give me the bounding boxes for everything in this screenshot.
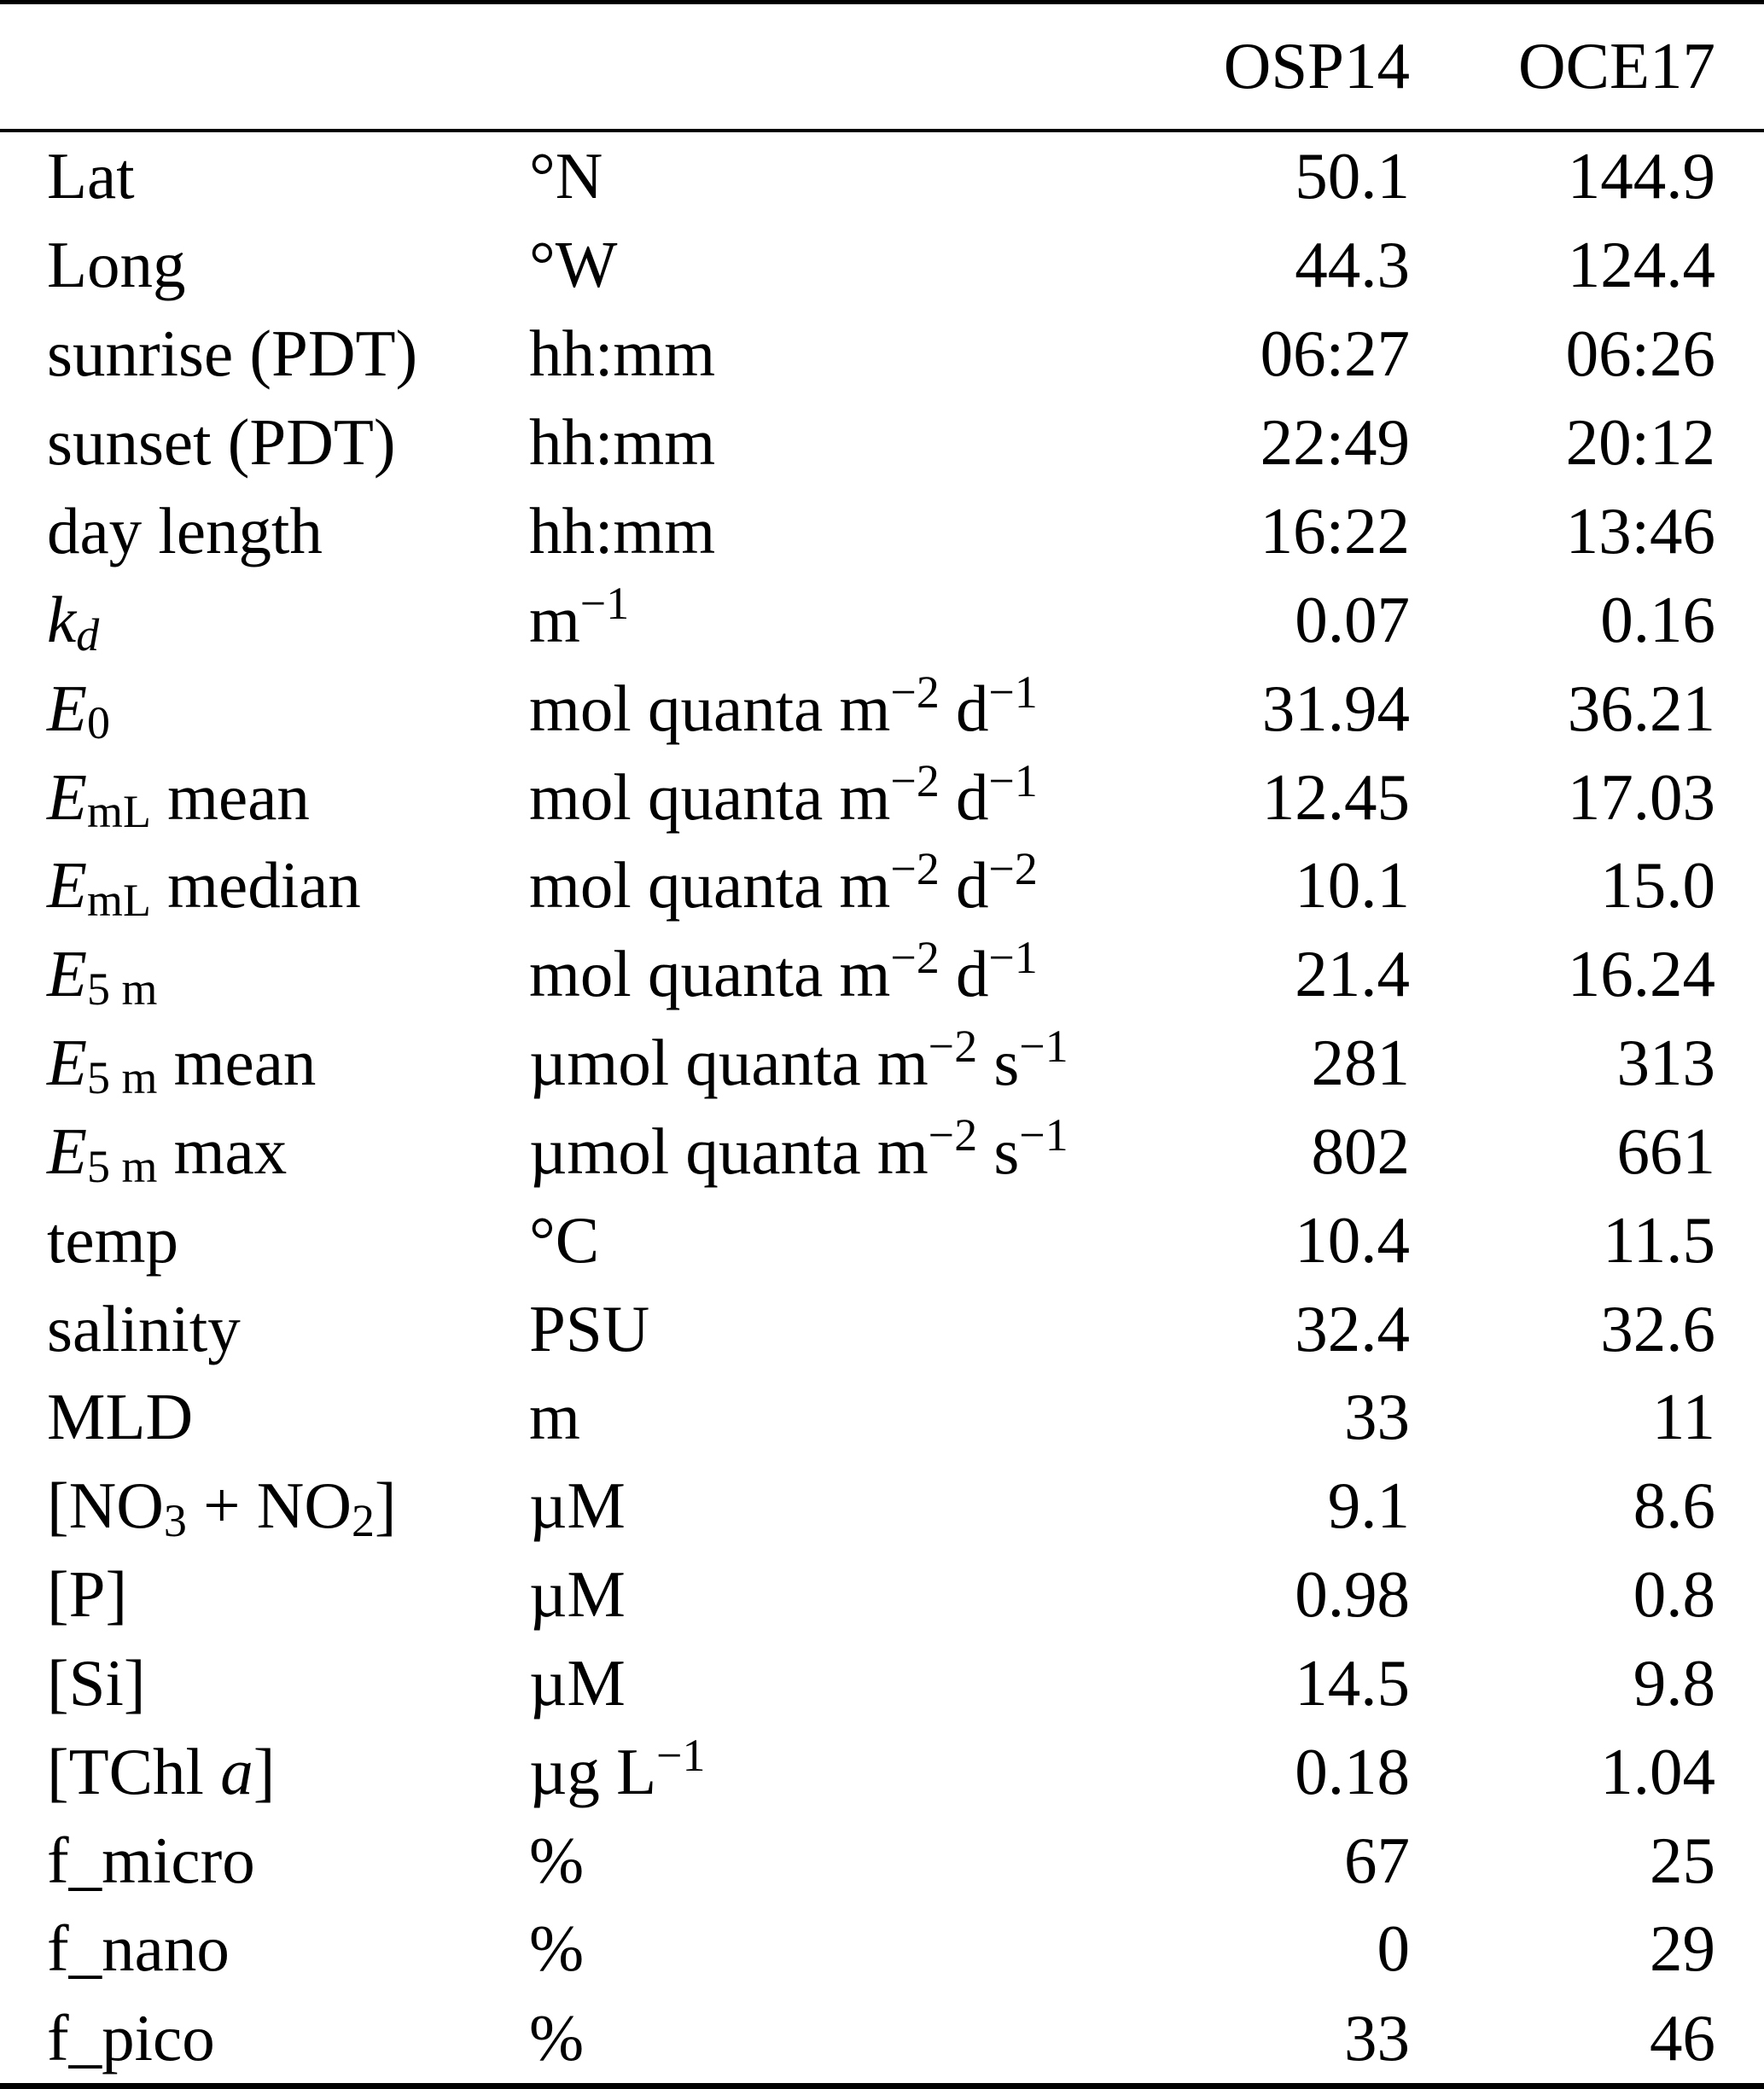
oce17-value-cell: 124.4: [1567, 228, 1715, 302]
table-row: [0, 399, 1764, 487]
table-row: [0, 930, 1764, 1019]
unit-cell: %: [529, 2000, 585, 2074]
osp14-value-cell: 33: [1344, 2000, 1410, 2074]
oce17-value-cell: 8.6: [1633, 1469, 1715, 1543]
parameter-cell: Lat: [47, 139, 135, 213]
oce17-value-cell: 11: [1651, 1380, 1715, 1454]
parameter-cell: [TChl a]: [47, 1734, 276, 1808]
unit-cell: °C: [529, 1202, 600, 1277]
osp14-value-cell: 802: [1311, 1114, 1410, 1188]
table-row: [0, 1019, 1764, 1108]
osp14-value-cell: 50.1: [1295, 139, 1410, 213]
osp14-value-cell: 22:49: [1260, 405, 1410, 480]
parameter-cell: [NO3 + NO2]: [47, 1469, 397, 1546]
unit-cell: hh:mm: [529, 317, 716, 391]
unit-cell: µM: [529, 1469, 626, 1543]
header-oce17: OCE17: [1518, 29, 1715, 103]
osp14-value-cell: 281: [1311, 1026, 1410, 1100]
header-parameter-column: [0, 3, 529, 131]
osp14-value-cell: 16:22: [1260, 493, 1410, 567]
table-row: [0, 310, 1764, 399]
unit-cell: %: [529, 1823, 585, 1897]
oce17-value-cell: 15.0: [1600, 848, 1715, 922]
parameter-cell: E5 m mean: [47, 1026, 317, 1103]
osp14-value-cell: 44.3: [1295, 228, 1410, 302]
unit-cell: mol quanta $m^{-2}$ $d^{-1}$: [529, 932, 1038, 1011]
osp14-value-cell: 33: [1344, 1380, 1410, 1454]
oce17-value-cell: 46: [1650, 2000, 1715, 2074]
oce17-value-cell: 06:26: [1565, 317, 1715, 391]
osp14-value-cell: 32.4: [1295, 1291, 1410, 1365]
unit-cell: µmol quanta $m^{-2}$ $s^{-1}$: [529, 1109, 1068, 1188]
table-row: [0, 1727, 1764, 1816]
table-row: [0, 1639, 1764, 1728]
parameter-cell: f_nano: [47, 1912, 230, 1986]
parameter-cell: sunset (PDT): [47, 405, 396, 480]
unit-cell: mol quanta $m^{-2}$ $d^{-1}$: [529, 754, 1038, 834]
parameter-cell: Long: [47, 228, 186, 302]
oce17-value-cell: 11.5: [1603, 1202, 1715, 1277]
oce17-value-cell: 661: [1616, 1114, 1715, 1188]
osp14-value-cell: 10.1: [1295, 848, 1410, 922]
table-row: [0, 1462, 1764, 1551]
table-row: [0, 487, 1764, 576]
table-row: [0, 1551, 1764, 1639]
unit-cell: m: [529, 1380, 580, 1454]
unit-cell: µmol quanta $m^{-2}$ $s^{-1}$: [529, 1021, 1068, 1100]
header-unit-column: [529, 3, 1127, 131]
unit-cell: $m^{-1}$: [529, 577, 630, 656]
oce17-value-cell: 0.8: [1633, 1557, 1715, 1632]
table-row: [0, 221, 1764, 310]
oce17-value-cell: 29: [1650, 1912, 1715, 1986]
oce17-value-cell: 17.03: [1567, 759, 1715, 834]
unit-cell: mol quanta $m^{-2}$ $d^{-2}$: [529, 843, 1038, 922]
unit-cell: °W: [529, 228, 618, 302]
osp14-value-cell: 31.94: [1261, 671, 1410, 745]
table-row: [0, 753, 1764, 841]
table-row: [0, 1373, 1764, 1462]
osp14-value-cell: 67: [1344, 1823, 1410, 1897]
oce17-value-cell: 32.6: [1600, 1291, 1715, 1365]
parameter-cell: f_pico: [47, 2000, 215, 2074]
unit-cell: °N: [529, 139, 603, 213]
parameter-cell: EmL median: [47, 848, 361, 927]
parameter-cell: temp: [47, 1202, 178, 1277]
parameter-cell: E5 m: [47, 937, 158, 1015]
parameter-cell: MLD: [47, 1380, 194, 1454]
table-row: [0, 1816, 1764, 1905]
table-header: [0, 3, 1764, 131]
oce17-value-cell: 313: [1616, 1026, 1715, 1100]
oce17-value-cell: 20:12: [1565, 405, 1715, 480]
oce17-value-cell: 13:46: [1565, 493, 1715, 567]
table-body: [0, 131, 1764, 2086]
osp14-value-cell: 12.45: [1261, 759, 1410, 834]
parameter-cell: E5 m max: [47, 1114, 288, 1192]
table-row: [0, 664, 1764, 753]
osp14-value-cell: 0.07: [1295, 582, 1410, 656]
table-row: [0, 1993, 1764, 2086]
osp14-value-cell: 14.5: [1295, 1645, 1410, 1719]
parameter-cell: salinity: [47, 1291, 241, 1365]
parameter-cell: f_micro: [47, 1823, 255, 1897]
unit-cell: PSU: [529, 1291, 650, 1365]
oce17-value-cell: 25: [1650, 1823, 1715, 1897]
table-row: [0, 841, 1764, 930]
parameter-cell: day length: [47, 493, 323, 567]
table-row: [0, 1905, 1764, 1993]
osp14-value-cell: 10.4: [1295, 1202, 1410, 1277]
unit-cell: µM: [529, 1645, 626, 1719]
header-osp14: OSP14: [1223, 29, 1410, 103]
table-row: [0, 1284, 1764, 1373]
osp14-value-cell: 06:27: [1260, 317, 1410, 391]
parameter-cell: [P]: [47, 1557, 128, 1632]
oce17-value-cell: 36.21: [1567, 671, 1715, 745]
parameter-cell: EmL mean: [47, 759, 310, 838]
oce17-value-cell: 9.8: [1633, 1645, 1715, 1719]
oce17-value-cell: 1.04: [1600, 1734, 1715, 1808]
oce17-value-cell: 0.16: [1600, 582, 1715, 656]
osp14-value-cell: 0: [1377, 1912, 1410, 1986]
table-row: [0, 575, 1764, 664]
parameter-cell: [Si]: [47, 1645, 146, 1719]
unit-cell: µM: [529, 1557, 626, 1632]
table-row: [0, 131, 1764, 222]
osp14-value-cell: 21.4: [1295, 937, 1410, 1011]
osp14-value-cell: 9.1: [1327, 1469, 1410, 1543]
table-row: [0, 1196, 1764, 1284]
unit-cell: hh:mm: [529, 493, 716, 567]
parameter-cell: sunrise (PDT): [47, 317, 418, 391]
osp14-value-cell: 0.18: [1295, 1734, 1410, 1808]
unit-cell: hh:mm: [529, 405, 716, 480]
unit-cell: %: [529, 1912, 585, 1986]
unit-cell: µg $L^{-1}$: [529, 1729, 706, 1808]
parameter-cell: E0: [47, 671, 110, 749]
parameter-cell: kd: [47, 582, 100, 660]
oce17-value-cell: 16.24: [1567, 937, 1715, 1011]
osp14-value-cell: 0.98: [1295, 1557, 1410, 1632]
header-row: [0, 3, 1764, 131]
unit-cell: mol quanta $m^{-2}$ $d^{-1}$: [529, 666, 1038, 745]
table-row: [0, 1107, 1764, 1196]
oce17-value-cell: 144.9: [1567, 139, 1715, 213]
